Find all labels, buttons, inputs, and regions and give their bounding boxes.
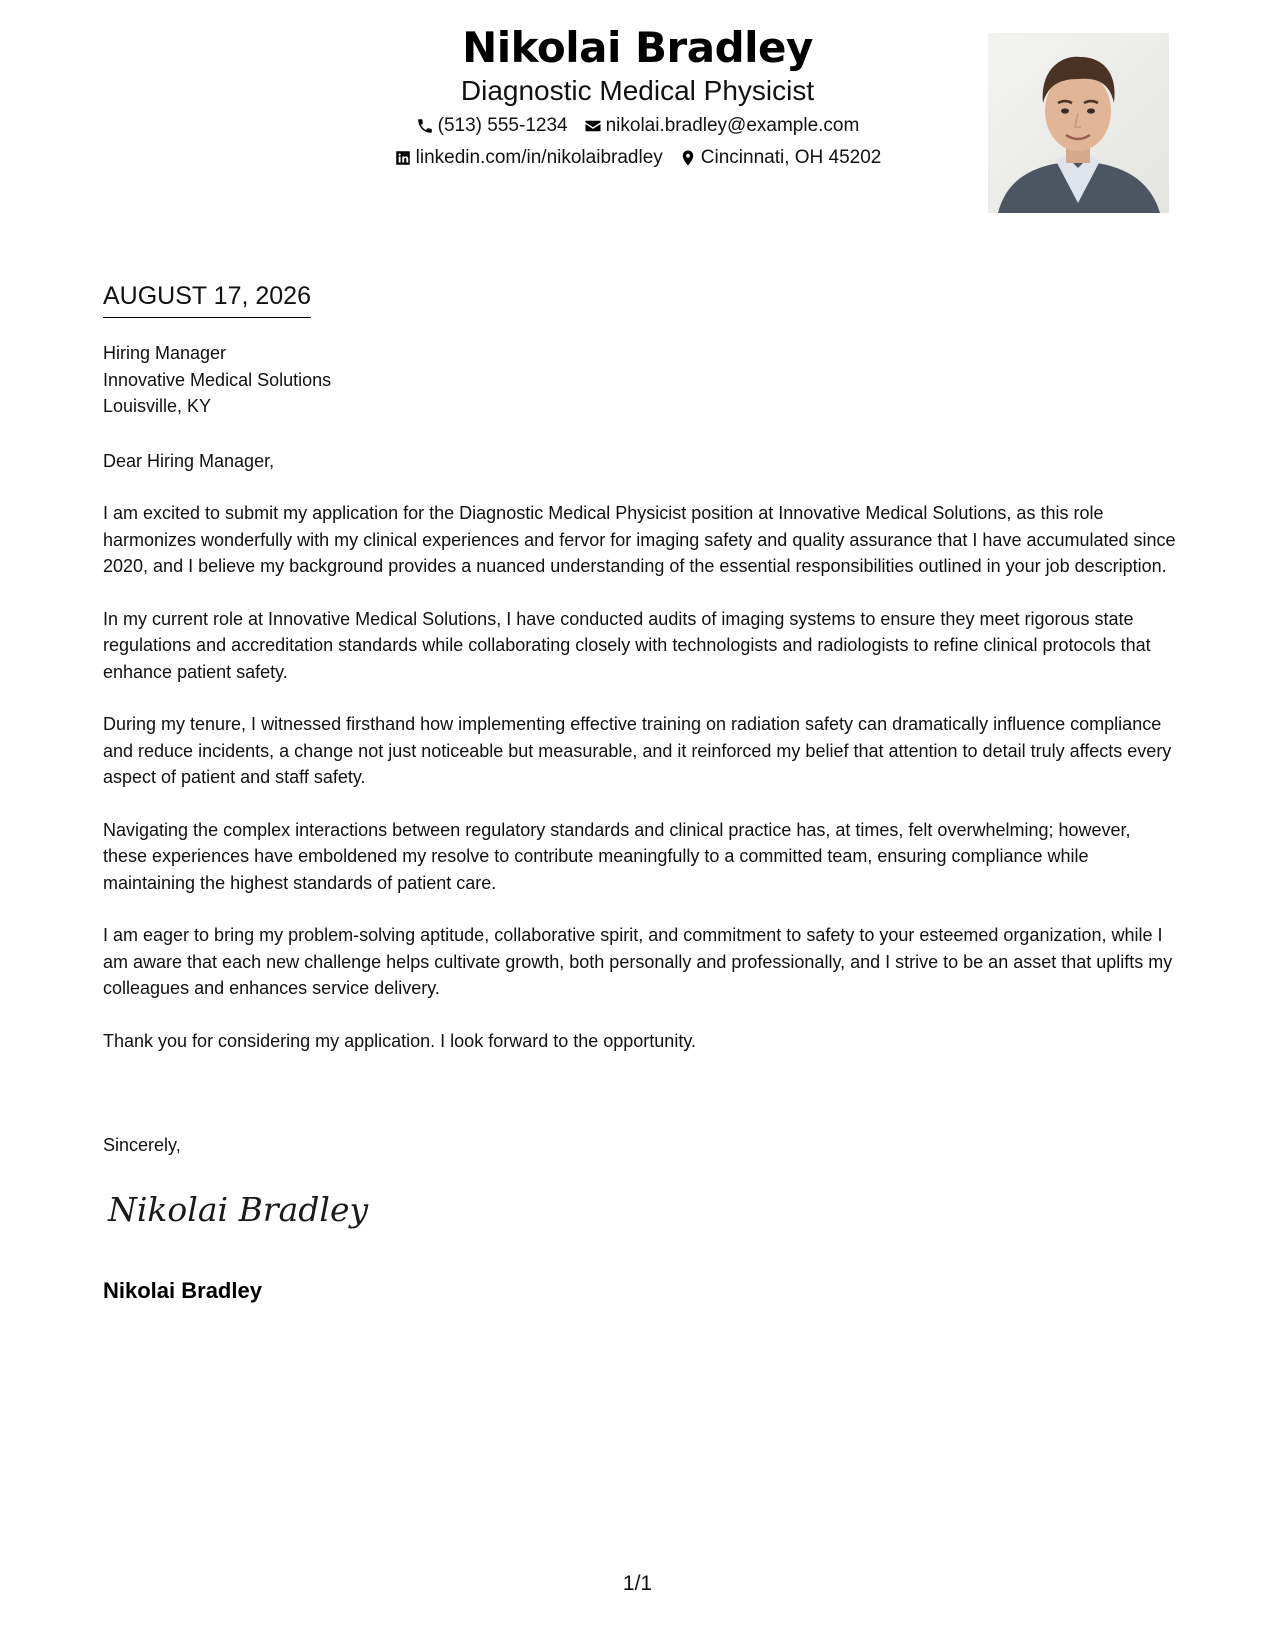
signer-name: Nikolai Bradley [103,1278,262,1303]
email-address[interactable]: nikolai.bradley@example.com [605,115,860,136]
body-paragraph: I am excited to submit my application for the Diagnostic Medical Physicist position at Innovative Medical Solutions, as this role harmonizes wonderfully with my clinical experiences and fervor for imaging safety and quality assurance that I have accumulated since 2020, and I believe my background provides a nuanced understanding of the essential responsibilities outlined in your job description. [103,503,1176,576]
phone-icon [416,117,434,135]
recipient-name: Hiring Manager [103,343,227,363]
recipient-company: Innovative Medical Solutions [103,369,332,390]
closing: Sincerely, [103,1135,181,1155]
contact-location [679,146,882,170]
body-paragraph: During my tenure, I witnessed firsthand how implementing effective training on radiation safety can dramatically influence compliance and reduce incidents, a change not just noticeable but measurable, and it reinforced my belief that attention to detail truly affects every aspect of patient and staff safety. [103,714,1172,787]
recipient-location: Louisville, KY [103,396,212,416]
envelope-icon [584,117,602,135]
contact-linkedin[interactable] [394,146,663,170]
body-paragraph: In my current role at Innovative Medical Solutions, I have conducted audits of imaging systems to ensure they meet rigorous state regulations and accreditation standards while collaborating closely with technologists and radiologists to refine clinical protocols that enhance patient safety. [103,608,1151,682]
linkedin-icon [394,149,412,167]
location-text: Cincinnati, OH 45202 [700,147,882,168]
salutation: Dear Hiring Manager, [103,450,275,471]
applicant-title: Diagnostic Medical Physicist [460,75,815,106]
profile-photo [988,33,1169,213]
recipient-block [103,340,1178,420]
handwritten-signature: Nikolai Bradley [108,1190,369,1229]
applicant-name: Nikolai Bradley [462,23,813,72]
phone-number: (513) 555-1234 [437,115,568,136]
contact-email[interactable] [584,114,860,138]
page-number: 1/1 [622,1572,653,1595]
body-paragraph: I am eager to bring my problem-solving aptitude, collaborative spirit, and commitment to safety to your esteemed organization, while I am aware that each new challenge helps cultivate growth, both personally and professionally, and I strive to be an asset that uplifts my colleagues and enhances service delivery. [103,925,1173,998]
letter-body [103,340,1178,1080]
letter-date: AUGUST 17, 2026 [103,280,311,318]
body-paragraph: Thank you for considering my application. I look forward to the opportunity. [103,1030,696,1051]
linkedin-url[interactable]: linkedin.com/in/nikolaibradley [415,147,663,168]
body-paragraph: Navigating the complex interactions between regulatory standards and clinical practice has, at times, felt overwhelming; however, these experiences have emboldened my resolve to contribute meaningfully to a committed team, ensuring compliance while maintaining the highest standards of patient care. [103,819,1131,893]
map-pin-icon [679,149,697,167]
contact-phone [416,114,568,138]
